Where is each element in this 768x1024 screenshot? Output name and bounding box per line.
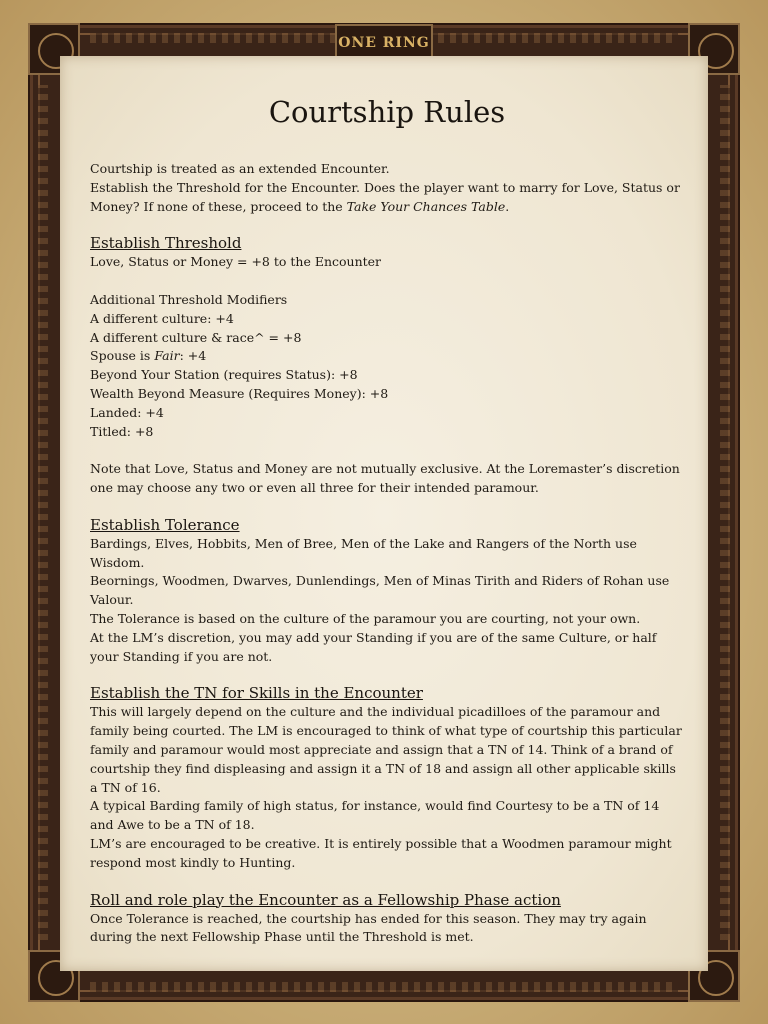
modifier-item: Beyond Your Station (requires Status): +8 — [90, 367, 358, 383]
roleplay-section — [90, 890, 684, 948]
intro-line — [90, 179, 684, 217]
tolerance-paragraph: Bardings, Elves, Hobbits, Men of Bree, Men of the Lake and Rangers of the North use Wisdom. — [90, 535, 637, 570]
intro-section — [90, 160, 684, 216]
modifier-item: Landed: +4 — [90, 404, 164, 420]
celtic-knot-band-right — [720, 85, 730, 940]
tolerance-section — [90, 515, 684, 667]
tn-paragraph: A typical Barding family of high status, for instance, would find Courtesy to be a TN of 14 and Awe to be a TN of 18. — [90, 798, 660, 833]
intro-italic-text: Take Your Chances Table — [346, 198, 506, 214]
tn-paragraph: LM’s are encouraged to be creative. It is entirely possible that a Woodmen paramour might respond most kindly to Hunting. — [90, 835, 672, 870]
threshold-base: Love, Status or Money = +8 to the Encounter — [90, 254, 382, 270]
modifier-item — [90, 347, 684, 366]
page-title: Courtship Rules — [268, 95, 506, 129]
modifier-text: : +4 — [179, 348, 207, 364]
section-heading: Roll and role play the Encounter as a Fellowship Phase action — [90, 890, 561, 909]
modifier-item: A different culture & race^ = +8 — [90, 329, 302, 345]
intro-line: Courtship is treated as an extended Encounter. — [90, 161, 390, 176]
intro-text: . — [505, 198, 510, 214]
document-body — [90, 92, 684, 947]
threshold-section — [90, 233, 684, 497]
tolerance-paragraph: The Tolerance is based on the culture of the paramour you are courting, not your own. — [90, 610, 641, 626]
modifier-italic-text: Fair — [154, 348, 180, 364]
modifiers-heading: Additional Threshold Modifiers — [90, 291, 288, 307]
tolerance-paragraph: At the LM’s discretion, you may add your Standing if you are of the same Culture, or half your Standing if you are not. — [90, 629, 657, 664]
celtic-knot-band-left — [38, 85, 48, 940]
modifier-text: Spouse is — [90, 348, 155, 364]
celtic-knot-band-bottom — [90, 982, 678, 992]
section-heading: Establish Threshold — [90, 234, 242, 253]
tn-paragraph: This will largely depend on the culture and the individual picadilloes of the paramour and family being courted. The LM is encouraged to think of what type of courtship this particular family and paramour would most appreciate and assign that a TN of 14. Think of a brand of courtship they find displeasing and assign it a TN of 18 and assign all other applicable skills a TN of 16. — [90, 704, 682, 795]
section-heading: Establish the TN for Skills in the Encounter — [90, 684, 423, 703]
logo-text: ONE RING — [338, 35, 430, 51]
parchment-page — [60, 56, 708, 971]
roleplay-paragraph: Once Tolerance is reached, the courtship has ended for this season. They may try again during the next Fellowship Phase until the Threshold is met. — [90, 910, 647, 945]
section-heading: Establish Tolerance — [90, 515, 240, 534]
modifier-item: A different culture: +4 — [90, 310, 234, 326]
intro-text: Establish the Threshold for the Encounter. Does the player want to marry for Love, Status or Money? If none of these, proceed to the — [90, 179, 680, 214]
modifier-item: Wealth Beyond Measure (Requires Money): +8 — [90, 385, 389, 401]
modifier-item: Titled: +8 — [90, 423, 154, 439]
tn-section — [90, 683, 684, 872]
threshold-note: Note that Love, Status and Money are not mutually exclusive. At the Loremaster’s discretion one may choose any two or even all three for their intended paramour. — [90, 461, 680, 495]
tolerance-paragraph: Beornings, Woodmen, Dwarves, Dunlendings, Men of Minas Tirith and Riders of Rohan use Valour. — [90, 573, 670, 608]
